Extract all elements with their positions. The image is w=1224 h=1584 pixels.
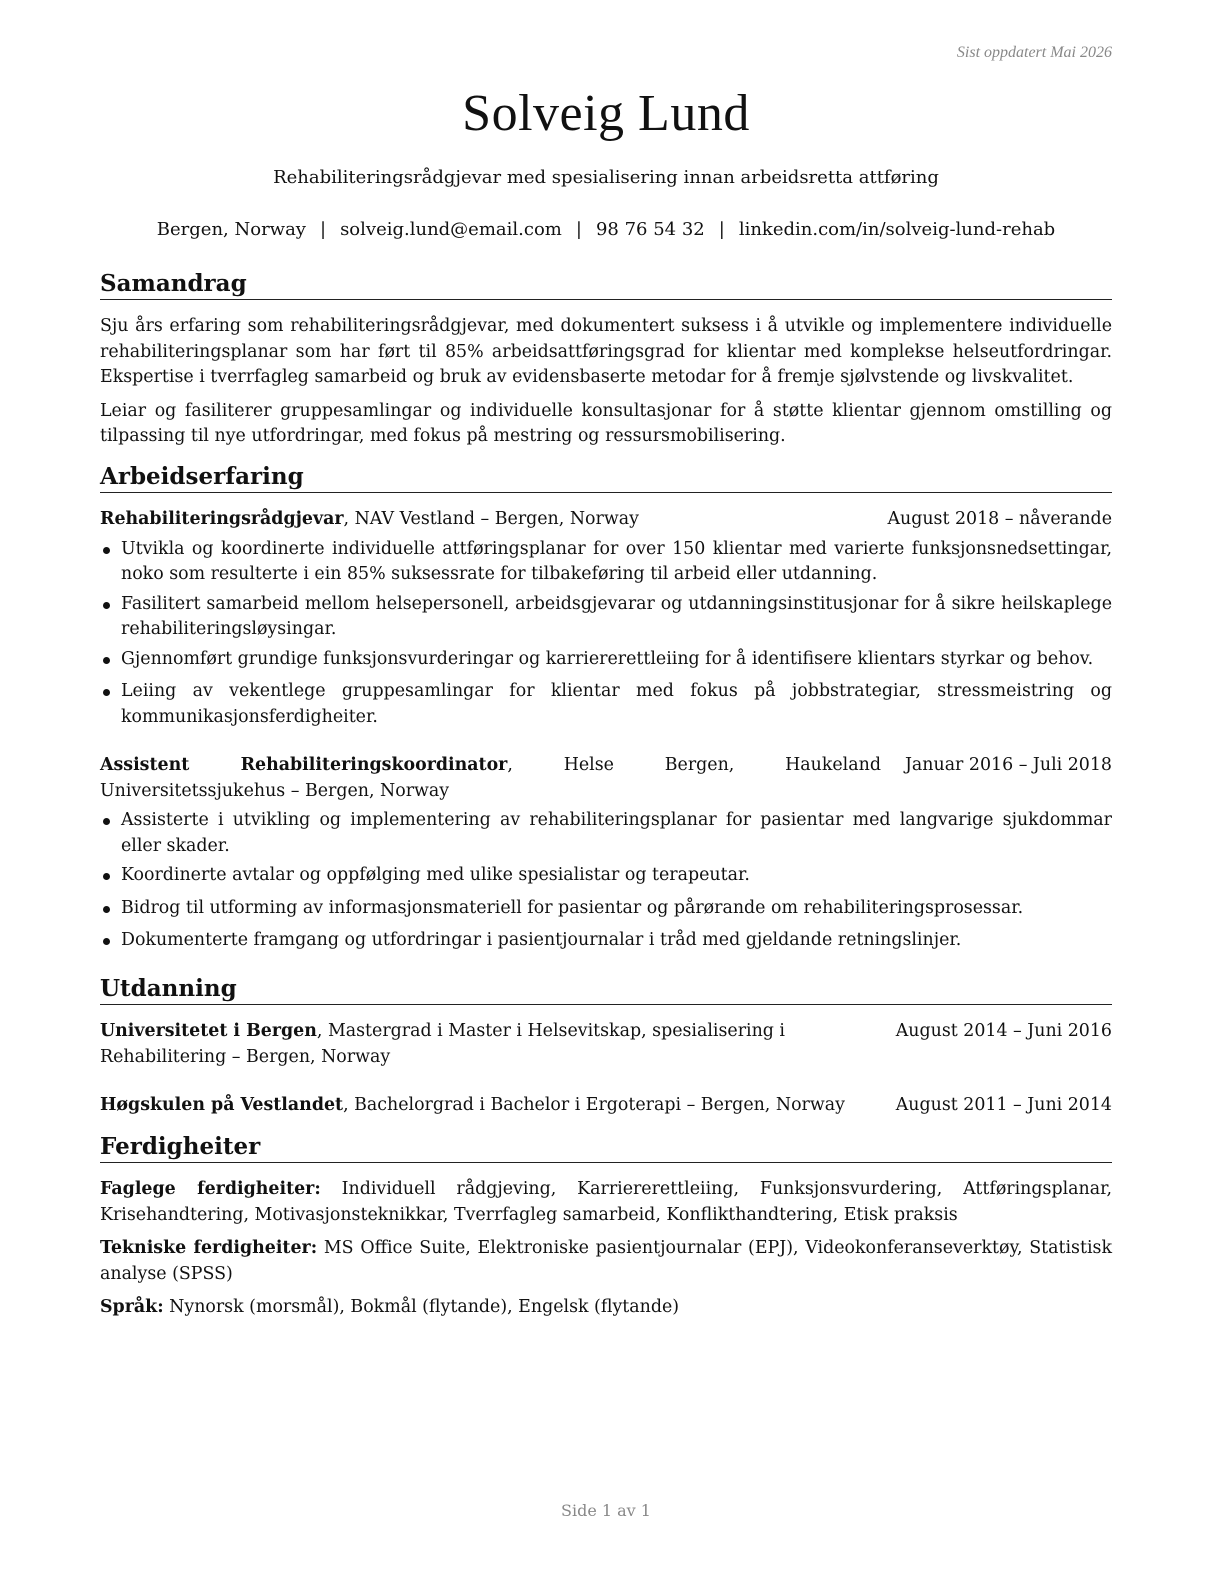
skills-languages: Språk: Nynorsk (morsmål), Bokmål (flytande), Engelsk (flytande) bbox=[100, 1297, 680, 1317]
email-link[interactable]: solveig.lund@email.com bbox=[340, 219, 562, 240]
section-title-education: Utdanning bbox=[100, 975, 1112, 1005]
summary-section bbox=[100, 270, 1112, 450]
page-number: Side 1 av 1 bbox=[561, 1501, 651, 1520]
job-header bbox=[100, 507, 1112, 533]
bullet-icon bbox=[103, 602, 110, 609]
list-item: Bidrog til utforming av informasjonsmateriell for pasientar og pårørande om rehabiliteringsprosessar. bbox=[100, 896, 1112, 922]
job-dates: August 2018 – nåverande bbox=[887, 509, 1112, 529]
separator: | bbox=[575, 219, 582, 240]
education-dates: August 2014 – Juni 2016 bbox=[895, 1021, 1112, 1041]
section-title-experience: Arbeidserfaring bbox=[100, 463, 1112, 493]
bullet-icon bbox=[103, 689, 110, 696]
job-role: Assistent Rehabiliteringskoordinator bbox=[100, 755, 508, 775]
school-name: Universitetet i Bergen bbox=[100, 1021, 317, 1041]
resume-page bbox=[100, 0, 1112, 1584]
education-entry bbox=[100, 1019, 1112, 1070]
bullet-icon bbox=[103, 657, 110, 664]
bullet-icon bbox=[103, 818, 110, 825]
education-section bbox=[100, 975, 1112, 1119]
experience-section bbox=[100, 463, 1112, 954]
bullet-icon bbox=[103, 938, 110, 945]
skills-section bbox=[100, 1133, 1112, 1321]
bullet-icon bbox=[103, 873, 110, 880]
linkedin-link[interactable]: linkedin.com/in/solveig-lund-rehab bbox=[738, 219, 1056, 240]
section-title-skills: Ferdigheiter bbox=[100, 1133, 1112, 1163]
list-item: Fasilitert samarbeid mellom helsepersonell, arbeidsgjevarar og utdanningsinstitusjonar for å sikre heilskaplege rehabiliteringsløysingar. bbox=[100, 592, 1112, 643]
skills-label: Tekniske ferdigheiter: bbox=[100, 1238, 318, 1258]
tagline: Rehabiliteringsrådgjevar med spesialisering innan arbeidsretta attføring bbox=[273, 167, 939, 188]
skills-label: Faglege ferdigheiter: bbox=[100, 1179, 321, 1199]
skills-label: Språk: bbox=[100, 1297, 164, 1317]
skills-professional: Faglege ferdigheiter: Individuell rådgjeving, Karriererettleiing, Funksjonsvurdering, Attføringsplanar, Krisehandtering, Motivasjonsteknikkar, Tverrfagleg samarbeid, Konflikthandtering, Etisk praksis bbox=[100, 1179, 1112, 1225]
candidate-name: Solveig Lund bbox=[462, 85, 750, 142]
list-item: Gjennomført grundige funksjonsvurderingar og karriererettleiing for å identifisere klientars styrkar og behov. bbox=[100, 647, 1112, 673]
bullet-icon bbox=[103, 547, 110, 554]
list-item: Assisterte i utvikling og implementering av rehabiliteringsplanar for pasientar med langvarige sjukdommar eller skader. bbox=[100, 808, 1112, 859]
separator: | bbox=[319, 219, 327, 240]
list-item: Leiing av vekentlege gruppesamlingar for klientar med fokus på jobbstrategiar, stressmeistring og kommunikasjonsferdigheiter. bbox=[100, 679, 1112, 730]
education-entry bbox=[100, 1093, 1112, 1119]
job-entry bbox=[100, 507, 1112, 730]
job-header bbox=[100, 753, 1112, 804]
education-dates: August 2011 – Juni 2014 bbox=[895, 1095, 1112, 1115]
skills-technical: Tekniske ferdigheiter: MS Office Suite, Elektroniske pasientjournalar (EPJ), Videokonferanseverktøy, Statistisk analyse (SPSS) bbox=[100, 1238, 1112, 1284]
job-dates: Januar 2016 – Juli 2018 bbox=[904, 755, 1112, 775]
list-item: Dokumenterte framgang og utfordringar i pasientjournalar i tråd med gjeldande retningslinjer. bbox=[100, 928, 1112, 954]
degree-detail: , Mastergrad i Master i Helsevitskap, spesialisering i Rehabilitering – Bergen, Norway bbox=[100, 1021, 785, 1067]
job-bullets bbox=[100, 808, 1112, 954]
phone: 98 76 54 32 bbox=[595, 219, 705, 240]
job-org: , Helse Bergen, Haukeland Universitetssjukehus – Bergen, Norway bbox=[100, 755, 881, 801]
contact-line bbox=[100, 219, 1112, 240]
job-role: Rehabiliteringsrådgjevar bbox=[100, 509, 344, 529]
list-item: Utvikla og koordinerte individuelle attføringsplanar for over 150 klientar med varierte funksjonsnedsettingar, noko som resulterte i ein 85% suksessrate for tilbakeføring til arbeid eller utdanning. bbox=[100, 537, 1112, 588]
last-updated: Sist oppdatert Mai 2026 bbox=[956, 44, 1112, 61]
summary-paragraph: Sju års erfaring som rehabiliteringsrådgjevar, med dokumentert suksess i å utvikle og implementere individuelle rehabiliteringsplanar som har ført til 85% arbeidsattføringsgrad for klientar med komplekse helseutfordringar. Ekspertise i tverrfagleg samarbeid og bruk av evidensbaserte metodar for å fremje sjølvstende og livskvalitet. bbox=[100, 316, 1112, 387]
job-org: , NAV Vestland – Bergen, Norway bbox=[343, 509, 639, 529]
summary-paragraph: Leiar og fasiliterer gruppesamlingar og individuelle konsultasjonar for å støtte klientar gjennom omstilling og tilpassing til nye utfordringar, med fokus på mestring og ressursmobilisering. bbox=[100, 400, 1112, 446]
job-bullets bbox=[100, 537, 1112, 731]
separator: | bbox=[718, 219, 725, 240]
section-title-summary: Samandrag bbox=[100, 270, 1112, 300]
job-entry bbox=[100, 753, 1112, 954]
list-item: Koordinerte avtalar og oppfølging med ulike spesialistar og terapeutar. bbox=[100, 863, 1112, 889]
location: Bergen, Norway bbox=[156, 219, 306, 240]
degree-detail: , Bachelorgrad i Bachelor i Ergoterapi – Bergen, Norway bbox=[343, 1095, 845, 1115]
bullet-icon bbox=[103, 906, 110, 913]
school-name: Høgskulen på Vestlandet bbox=[100, 1095, 344, 1115]
